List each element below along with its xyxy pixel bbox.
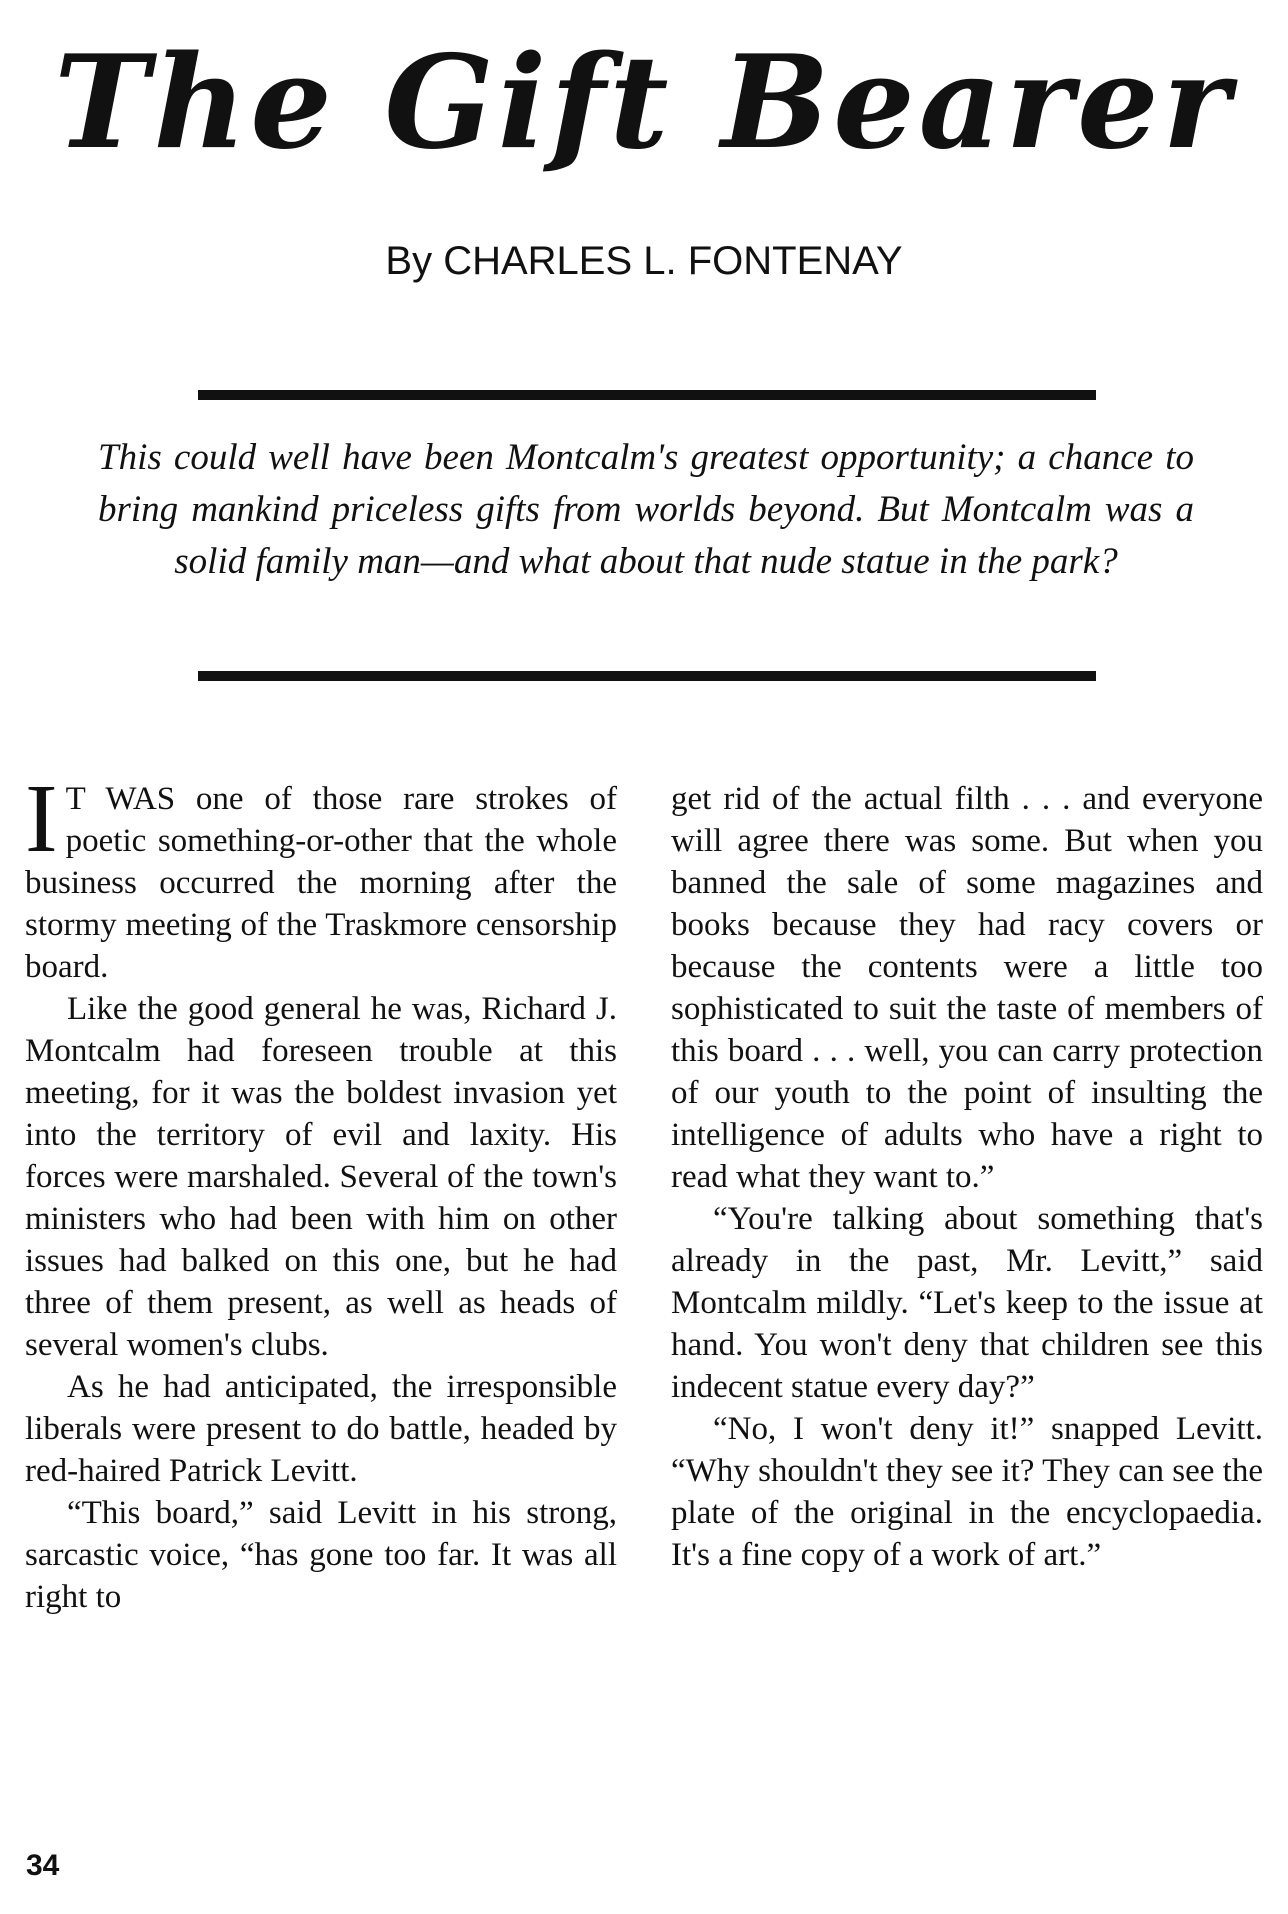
paragraph: “You're talking about something that's already in the past, Mr. Levitt,” said Montcalm mildly. “Let's keep to the issue at hand. You won't deny that children see this indecent statue every day?” (671, 1201, 1263, 1405)
paragraph (25, 765, 617, 988)
author-byline: By CHARLES L. FONTENAY (385, 239, 903, 283)
story-title: The Gift Bearer (54, 28, 1234, 178)
right-text-column (671, 778, 1263, 1576)
story-blurb: This could well have been Montcalm's greatest opportunity; a chance to bring mankind priceless gifts from worlds beyond. But Montcalm was a solid family man—and what about that nude statue in the park? (98, 437, 1194, 582)
paragraph: “No, I won't deny it!” snapped Levitt. “Why shouldn't they see it? They can see the plate of the original in the encyclopaedia. It's a fine copy of a work of art.” (671, 1411, 1263, 1573)
paragraph: Like the good general he was, Richard J. Montcalm had foreseen trouble at this meeting, for it was the boldest invasion yet into the territory of evil and laxity. His forces were marshaled. Several of the town's ministers who had been with him on other issues had balked on this one, but he had three of them present, as well as heads of several women's clubs. (25, 991, 617, 1363)
bottom-divider-rule (198, 671, 1096, 681)
paragraph: “This board,” said Levitt in his strong, sarcastic voice, “has gone too far. It was all right to (25, 1495, 617, 1615)
paragraph-text: T WAS one of those rare strokes of poetic something-or-other that the whole business occurred the morning after the stormy meeting of the Traskmore censorship board. (25, 781, 617, 985)
paragraph: get rid of the actual filth . . . and everyone will agree there was some. But when you banned the sale of some magazines and books because they had racy covers or because the contents were a little too sophisticated to suit the taste of members of this board . . . well, you can carry protection of our youth to the point of insulting the intelligence of adults who have a right to read what they want to.” (671, 781, 1263, 1195)
page-number: 34 (26, 1849, 60, 1882)
top-divider-rule (198, 390, 1096, 400)
left-text-column (25, 765, 617, 1618)
paragraph: As he had anticipated, the irresponsible liberals were present to do battle, headed by red-haired Patrick Levitt. (25, 1369, 617, 1489)
drop-cap: I (25, 765, 58, 873)
